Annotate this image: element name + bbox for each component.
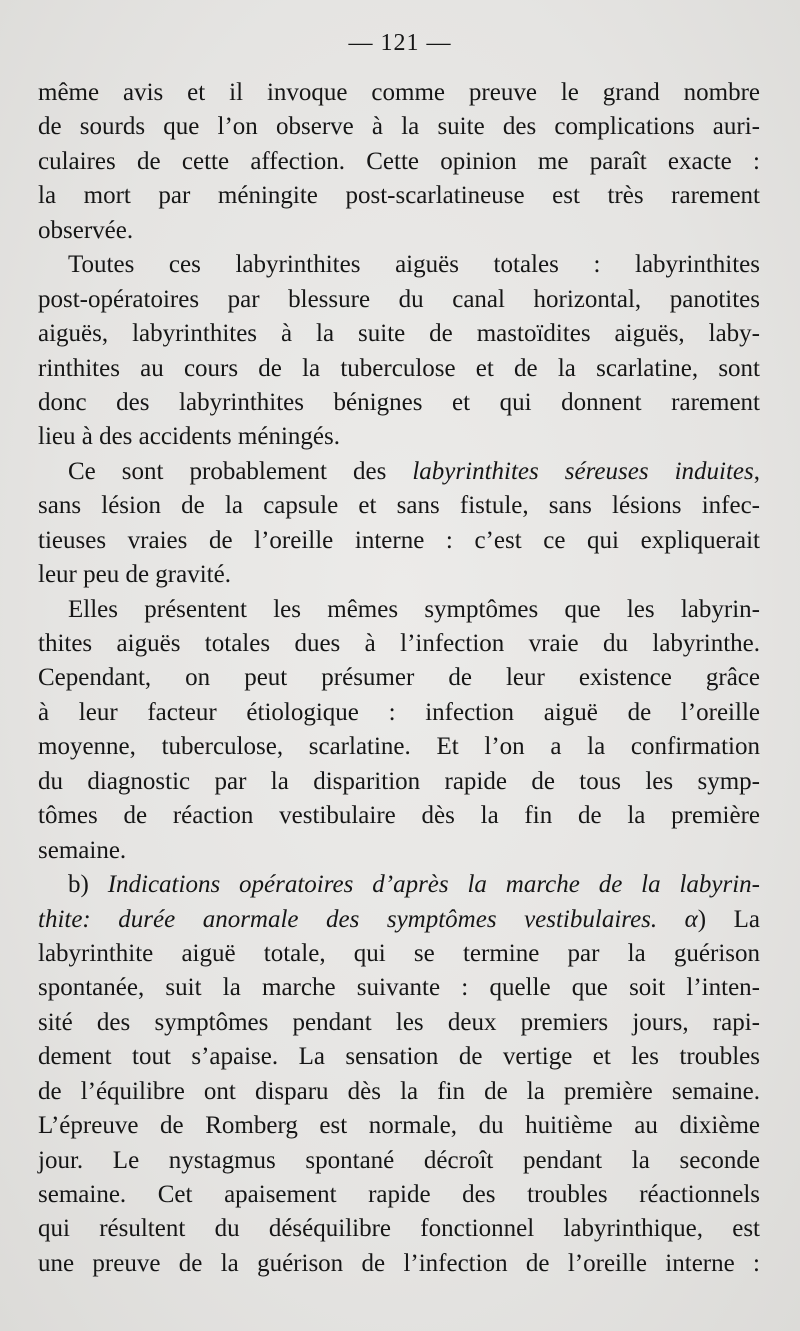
text-line: même avis et il invoque comme preuve le grand nombre [38, 79, 760, 106]
text-line: dement tout s’apaise. La sensation de vertige et les troubles [38, 1043, 760, 1071]
text-line: tieuses vraies de l’oreille interne : c’est ce qui expliquerait [38, 526, 760, 554]
text-line: donc des labyrinthites bénignes et qui donnent rarement [38, 388, 760, 416]
text-line: post-opératoires par blessure du canal horizontal, panotites [38, 285, 760, 313]
text-line: Cependant, on peut présumer de leur existence grâce [38, 664, 760, 692]
text-line: semaine. [38, 836, 127, 864]
text-line: observée. [38, 216, 134, 244]
section-heading: thite: durée anormale des symptômes vestibulaires. α [38, 905, 698, 933]
section-heading-line [38, 903, 760, 937]
text-line: leur peu de gravité. [38, 561, 231, 589]
text-line: lieu à des accidents méningés. [38, 423, 340, 451]
text-line: sité des symptômes pendant les deux premiers jours, rapi- [38, 1008, 760, 1036]
text-line: rinthites au cours de la tuberculose et de la scarlatine, sont [38, 354, 760, 382]
text-line: thites aiguës totales dues à l’infection vraie du labyrinthe. [38, 630, 760, 657]
text-line: spontanée, suit la marche suivante : quelle que soit l’inten- [38, 974, 760, 1002]
text-line: de l’équilibre ont disparu dès la fin de la première semaine. [38, 1077, 760, 1105]
text-line: jour. Le nystagmus spontané décroît pendant la seconde [38, 1146, 760, 1174]
body-text [38, 76, 760, 1281]
text-line: moyenne, tuberculose, scarlatine. Et l’on a la confirmation [38, 733, 760, 761]
text-line: semaine. Cet apaisement rapide des troubles réactionnels [38, 1181, 760, 1208]
text-line: de sourds que l’on observe à la suite des complications auri- [38, 113, 760, 141]
text-line: tômes de réaction vestibulaire dès la fin de la première [38, 802, 760, 830]
text-run: , [753, 457, 760, 485]
section-heading: Indications opératoires d’après la marche de la labyrin- [107, 871, 760, 899]
text-line: une preuve de la guérison de l’infection de l’oreille interne : [38, 1249, 760, 1277]
italic-term: labyrinthites séreuses induites [412, 457, 754, 485]
text-line: qui résultent du déséquilibre fonctionnel labyrinthique, est [38, 1215, 760, 1243]
text-line [38, 455, 760, 489]
text-line: culaires de cette affection. Cette opinion me paraît exacte : [38, 147, 760, 175]
text-line: L’épreuve de Romberg est normale, du huitième au dixième [38, 1112, 760, 1140]
page-number: — 121 — [348, 30, 452, 56]
text-line: aiguës, labyrinthites à la suite de mastoïdites aiguës, laby- [38, 320, 760, 348]
text-line: à leur facteur étiologique : infection aiguë de l’oreille [38, 698, 760, 726]
text-line: sans lésion de la capsule et sans fistule, sans lésions infec- [38, 492, 760, 520]
text-line: du diagnostic par la disparition rapide de tous les symp- [38, 767, 760, 795]
section-letter: b) [68, 871, 108, 899]
text-run: ) La [697, 905, 760, 933]
text-line: Elles présentent les mêmes symptômes que les labyrin- [68, 595, 760, 623]
text-run: Ce sont probablement des [68, 457, 413, 485]
section-heading-line [38, 868, 760, 902]
text-line: la mort par méningite post-scarlatineuse est très rarement [38, 182, 760, 210]
text-line: labyrinthite aiguë totale, qui se termine par la guérison [38, 939, 760, 967]
text-line: Toutes ces labyrinthites aiguës totales : labyrinthites [68, 251, 760, 279]
